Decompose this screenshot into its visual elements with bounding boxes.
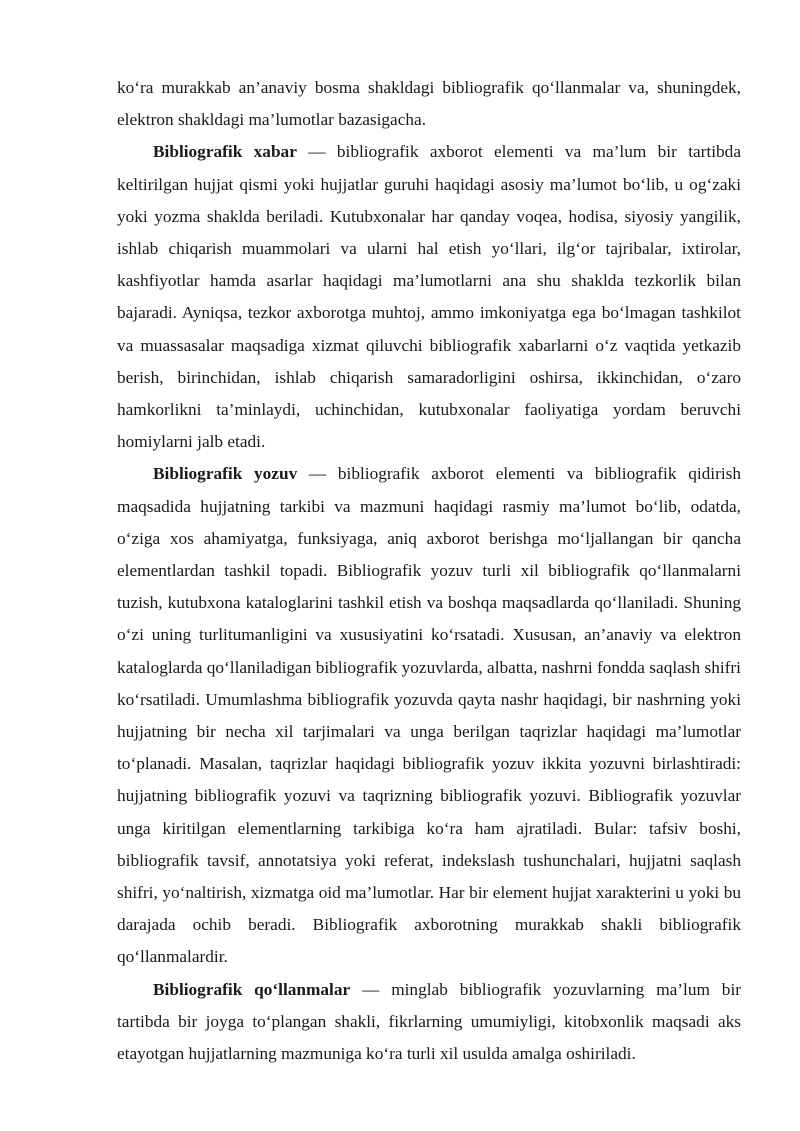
term-heading: Bibliografik xabar [153,142,297,162]
document-page [117,72,741,1070]
paragraph-text: ko‘ra murakkab an’anaviy bosma shakldagi bibliografik qo‘llanmalar va, shuningdek, elektron shakldagi ma’lumotlar bazasigacha. [117,78,741,130]
paragraph-text: — bibliografik axborot elementi va ma’lum bir tartibda keltirilgan hujjat qismi yoki hujjatlar guruhi haqidagi asosiy ma’lumot bo‘lib, u og‘zaki yoki yozma shaklda beriladi. Kutubxonalar har qanday voqea, hodisa, siyosiy yangilik, ishlab chiqarish muammolari va ularni hal etish yo‘llari, ilg‘or tajribalar, ixtirolar, kashfiyotlar hamda asarlar haqidagi ma’lumotlarni ana shu shaklda tezkorlik bilan bajaradi. Ayniqsa, tezkor axborotga muhtoj, ammo imkoniyatga ega bo‘lmagan tashkilot va muassasalar maqsadiga xizmat qiluvchi bibliografik xabarlarni o‘z vaqtida yetkazib berish, birinchidan, ishlab chiqarish samaradorligini oshirsa, ikkinchidan, o‘zaro hamkorlikni ta’minlaydi, uchinchidan, kutubxonalar faoliyatiga yordam beruvchi homiylarni jalb etadi. [117,142,741,452]
paragraph-bibliografik-xabar [117,136,741,458]
paragraph-continuation [117,72,741,136]
paragraph-bibliografik-yozuv [117,458,741,973]
term-heading: Bibliografik yozuv [153,464,298,484]
paragraph-text: — minglab bibliografik yozuvlarning ma’lum bir tartibda bir joyga to‘plangan shakli, fikrlarning umumiyligi, kitobxonlik maqsadi aks etayotgan hujjatlarning mazmuniga ko‘ra turli xil usulda amalga oshiriladi. [117,979,741,1064]
term-heading: Bibliografik qo‘llanmalar [153,979,351,999]
paragraph-bibliografik-qollanmalar [117,974,741,1071]
paragraph-text: — bibliografik axborot elementi va bibliografik qidirish maqsadida hujjatning tarkibi va mazmuni haqidagi rasmiy ma’lumot bo‘lib, odatda, o‘ziga xos ahamiyatga, funksiyaga, aniq axborot berishga mo‘ljallangan bir qancha elementlardan tashkil topadi. Bibliografik yozuv turli xil bibliografik qo‘llanmalarni tuzish, kutubxona kataloglarini tashkil etish va boshqa maqsadlarda qo‘llaniladi. Shuning o‘zi uning turlitumanligini va xususiyatini ko‘rsatadi. Xususan, an’anaviy va elektron kataloglarda qo‘llaniladigan bibliografik yozuvlarda, albatta, nashrni fondda saqlash shifri ko‘rsatiladi. Umumlashma bibliografik yozuvda qayta nashr haqidagi, bir nashrning yoki hujjatning bir necha xil tarjimalari va unga berilgan taqrizlar haqidagi ma’lumotlar to‘planadi. Masalan, taqrizlar haqidagi bibliografik yozuv ikkita yozuvni birlashtiradi: hujjatning bibliografik yozuvi va taqrizning bibliografik yozuvi. Bibliografik yozuvlar unga kiritilgan elementlarning tarkibiga ko‘ra ham ajratiladi. Bular: tafsiv boshi, bibliografik tavsif, annotatsiya yoki referat, indekslash tushunchalari, hujjatni saqlash shifri, yo‘naltirish, xizmatga oid ma’lumotlar. Har bir element hujjat xarakterini u yoki bu darajada ochib beradi. Bibliografik axborotning murakkab shakli bibliografik qo‘llanmalardir. [117,464,742,967]
